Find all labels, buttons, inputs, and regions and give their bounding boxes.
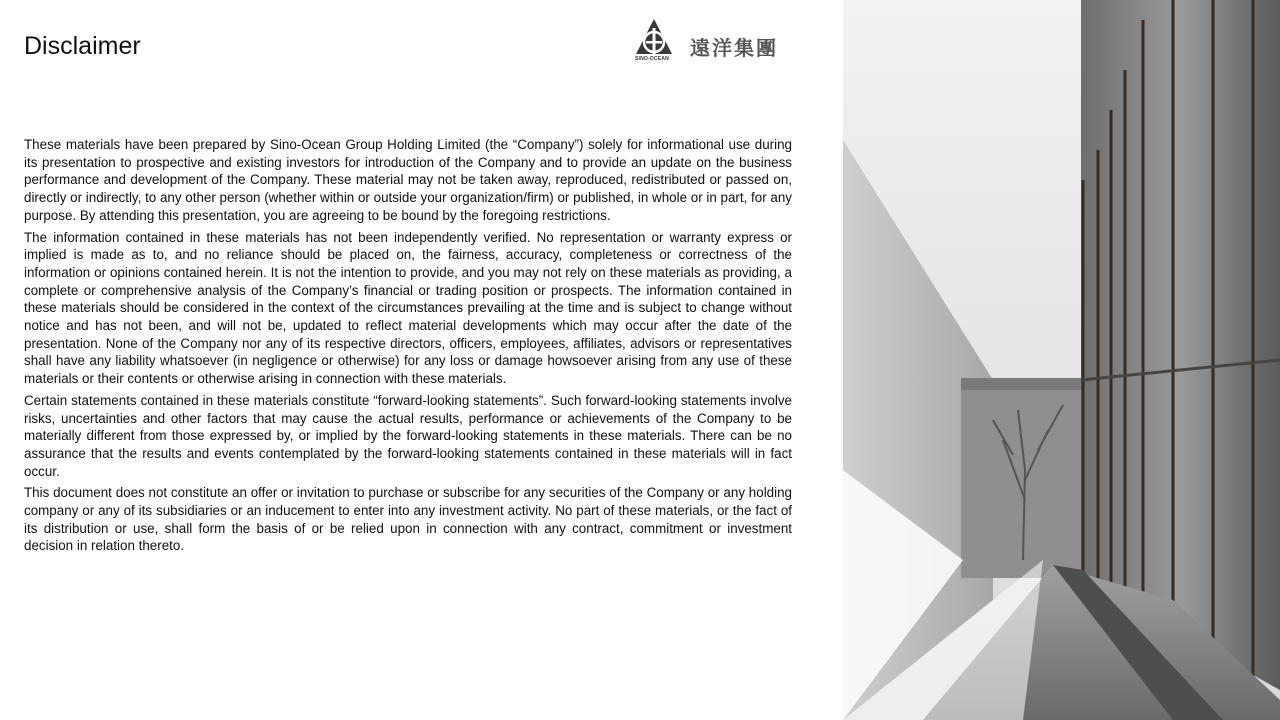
paragraph-no-offer: This document does not constitute an offer or invitation to purchase or subscribe for any securities of the Company or any holding company or any of its subsidiaries or an inducement to enter into any investment activity. No part of these materials, or the fact of its distribution or use, shall form the basis of or be relied upon in connection with any contract, commitment or investment decision in relation thereto.: [24, 485, 792, 554]
logo-chinese-text: 遠洋集團: [690, 36, 778, 60]
paragraph-forward-looking: Certain statements contained in these materials constitute “forward-looking statements”. Such forward-looking statements involve risks, uncertainties and other factors that may cause the actual results, performance or achievements of the Company to be materially different from those expressed by, or implied by the forward-looking statements in these materials. There can be no assurance that the results and events contemplated by the forward-looking statements contained in these materials will in fact occur.: [24, 392, 792, 479]
disclaimer-body: [24, 136, 792, 559]
paragraph-no-warranty: The information contained in these materials has not been independently verified. No representation or warranty express or implied is made as to, and no reliance should be placed on, the fairness, accuracy, completeness or correctness of the information or opinions contained herein. It is not the intention to provide, and you may not rely on these materials as providing, a complete or comprehensive analysis of the Company’s financial or trading position or prospects. The information contained in these materials should be considered in the context of the circumstances prevailing at the time and is subject to change without notice and has not been, and will not be, updated to reflect material developments which may occur after the date of the presentation. None of the Company nor any of its respective directors, officers, employees, affiliates, advisors or representatives shall have any liability whatsoever (in negligence or otherwise) for any loss or damage howsoever arising from any use of these materials or their contents or otherwise arising in connection with these materials.: [24, 229, 792, 387]
page-title: Disclaimer: [24, 32, 141, 60]
logo-english-text: SINO-OCEAN: [635, 56, 669, 62]
architecture-photo: [843, 0, 1280, 720]
sino-ocean-logo: [632, 18, 802, 64]
paragraph-usage-restrictions: These materials have been prepared by Sino-Ocean Group Holding Limited (the “Company”) solely for informational use during its presentation to prospective and existing investors for introduction of the Company and to provide an update on the business performance and development of the Company. These material may not be taken away, reproduced, redistributed or passed on, directly or indirectly, to any other person (whether within or outside your organization/firm) or published, in whole or in part, for any purpose. By attending this presentation, you are agreeing to be bound by the foregoing restrictions.: [24, 137, 792, 223]
